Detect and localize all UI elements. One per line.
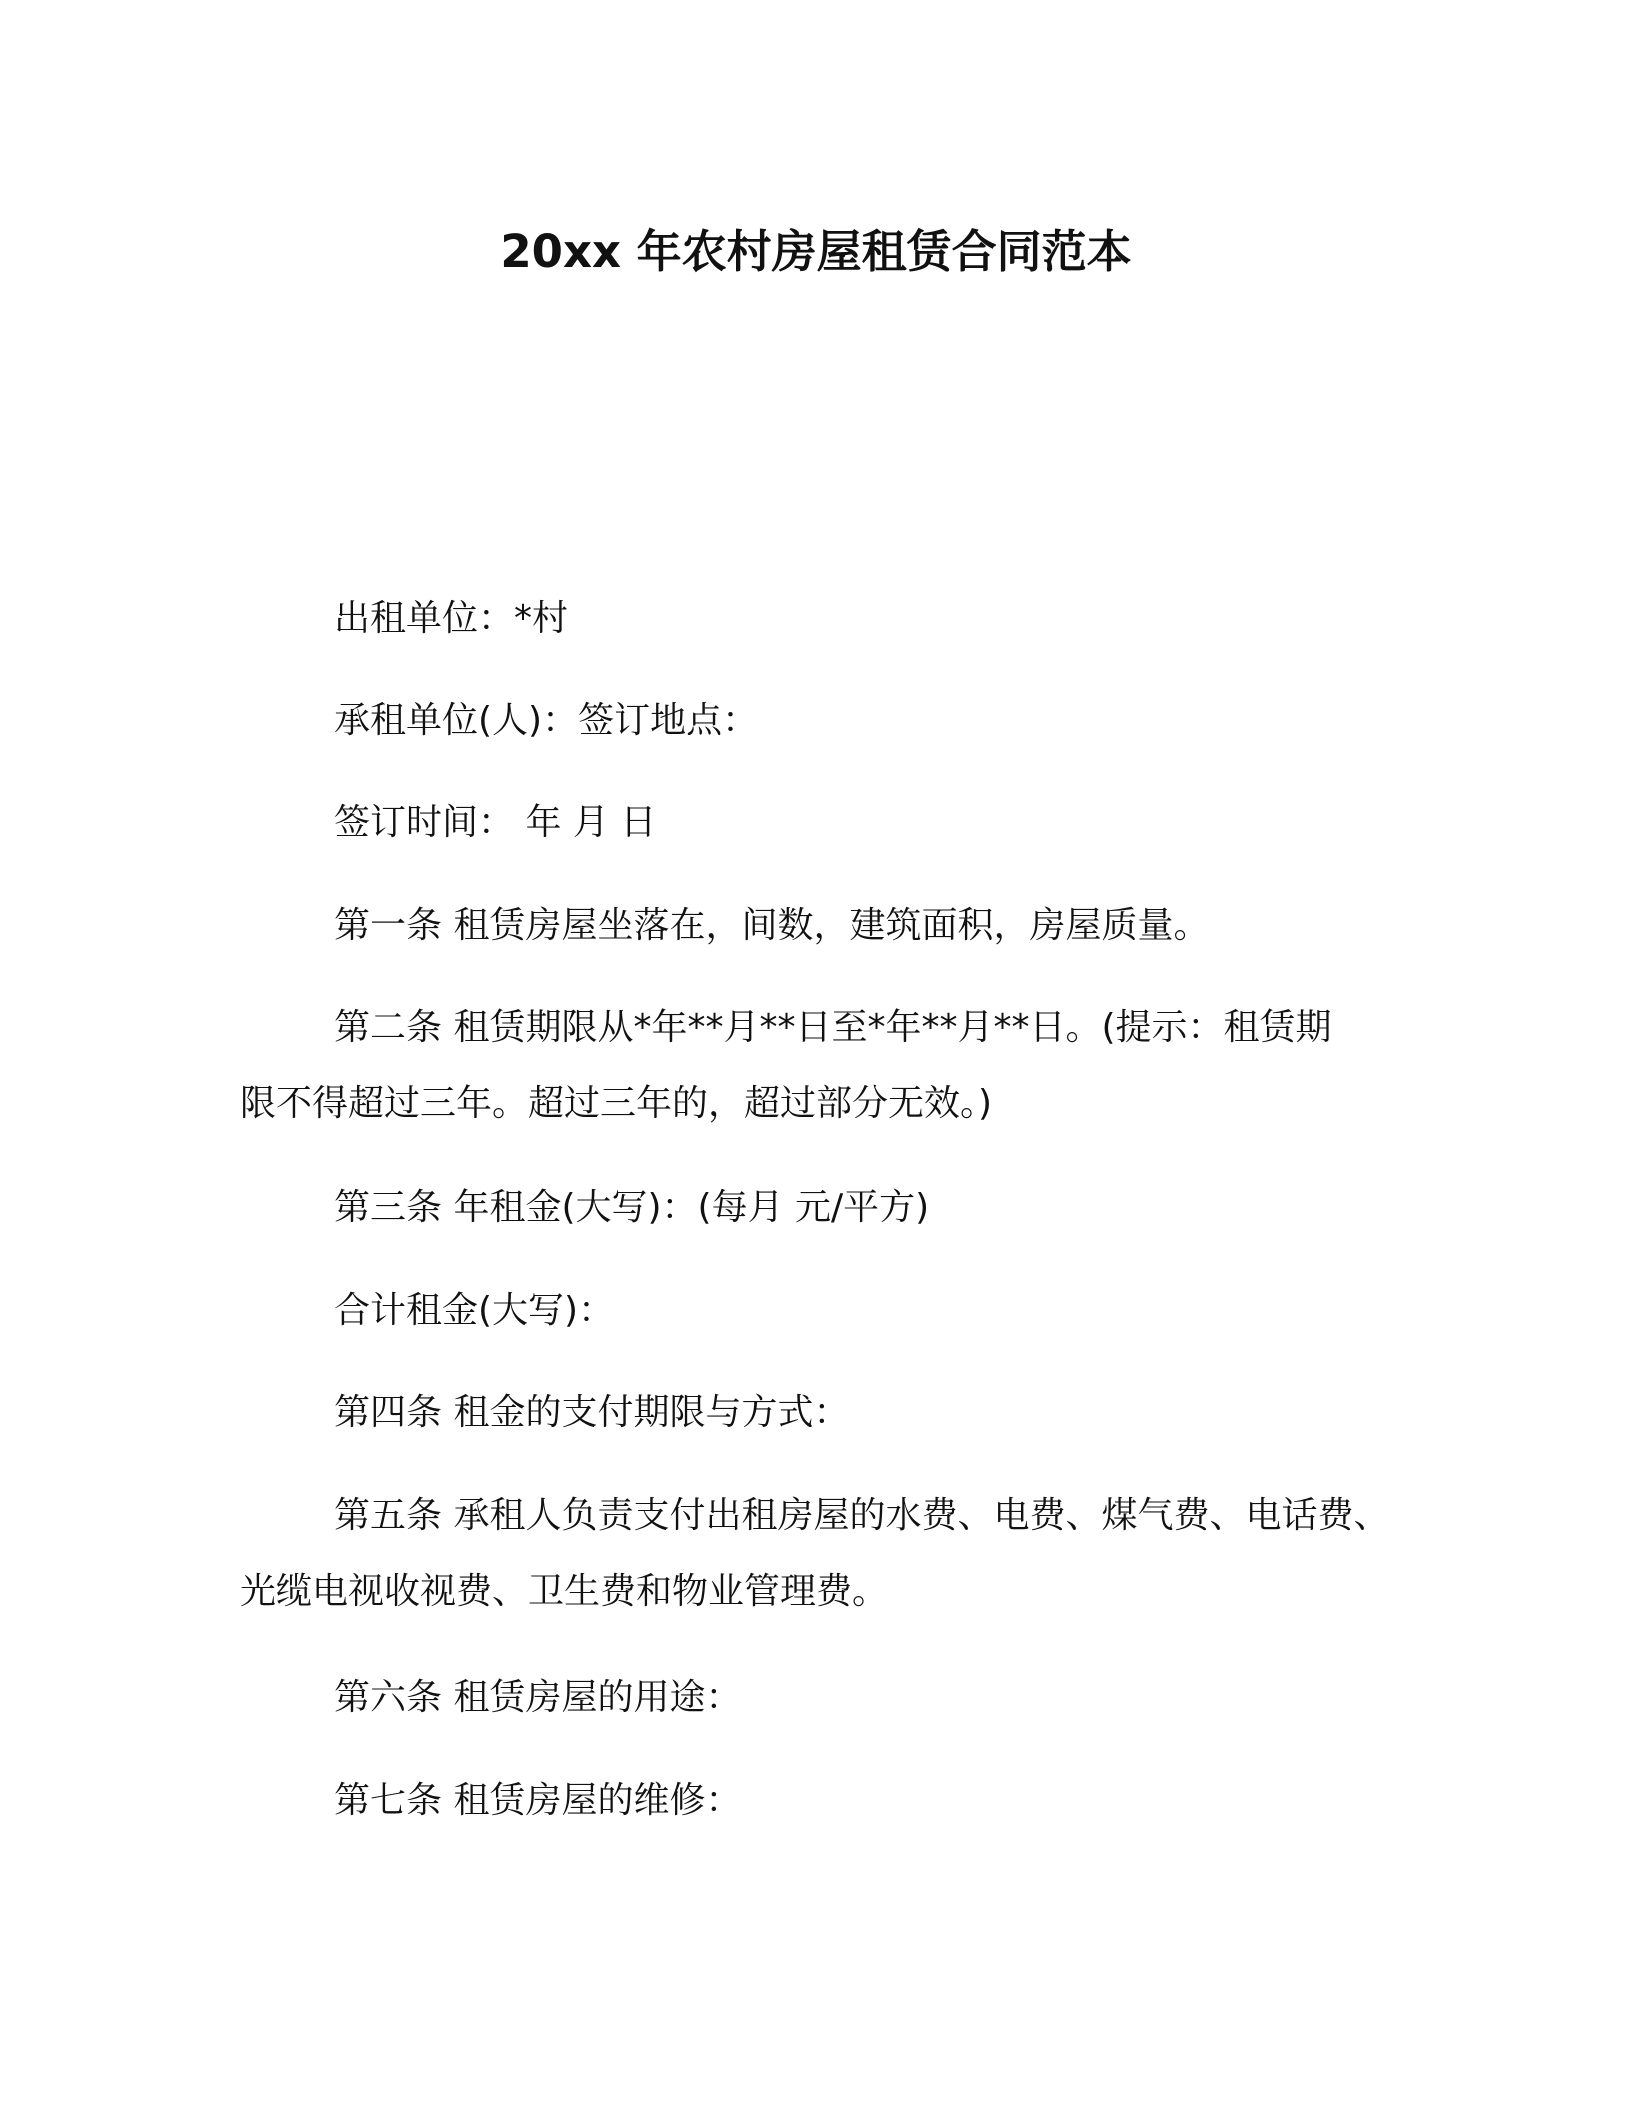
article-2 bbox=[240, 990, 1420, 1142]
paragraph-line: 光缆电视收视费、卫生费和物业管理费。 bbox=[240, 1571, 889, 1612]
paragraph-total-rent bbox=[240, 1273, 1420, 1349]
document-title: 20xx 年农村房屋租赁合同范本 bbox=[500, 225, 1132, 278]
paragraph-line: 限不得超过三年。超过三年的，超过部分无效。) bbox=[240, 1083, 993, 1124]
paragraph-line: 第七条 租赁房屋的维修： bbox=[334, 1780, 742, 1821]
article-5 bbox=[240, 1478, 1420, 1630]
paragraph-line: 第一条 租赁房屋坐落在，间数，建筑面积，房屋质量。 bbox=[334, 905, 1210, 946]
paragraph-sign-date bbox=[240, 785, 1420, 861]
paragraph-line: 出租单位：*村 bbox=[334, 598, 569, 639]
article-1 bbox=[240, 888, 1420, 964]
article-3 bbox=[240, 1170, 1420, 1246]
paragraph-line: 签订时间： 年 月 日 bbox=[334, 802, 657, 843]
paragraph-lessee bbox=[240, 683, 1420, 759]
paragraph-line: 第二条 租赁期限从*年**月**日至*年**月**日。(提示：租赁期 bbox=[334, 1007, 1332, 1048]
paragraph-line: 第六条 租赁房屋的用途： bbox=[334, 1677, 742, 1718]
article-4 bbox=[240, 1375, 1420, 1451]
paragraph-line: 合计租金(大写)： bbox=[334, 1290, 615, 1331]
paragraph-line: 第三条 年租金(大写)：(每月 元/平方) bbox=[334, 1187, 930, 1228]
paragraph-line: 承租单位(人)：签订地点： bbox=[334, 700, 759, 741]
paragraph-line: 第四条 租金的支付期限与方式： bbox=[334, 1392, 850, 1433]
paragraph-line: 第五条 承租人负责支付出租房屋的水费、电费、煤气费、电话费、 bbox=[334, 1495, 1390, 1536]
article-6 bbox=[240, 1660, 1420, 1736]
paragraph-lessor bbox=[240, 581, 1420, 657]
article-7 bbox=[240, 1763, 1420, 1839]
